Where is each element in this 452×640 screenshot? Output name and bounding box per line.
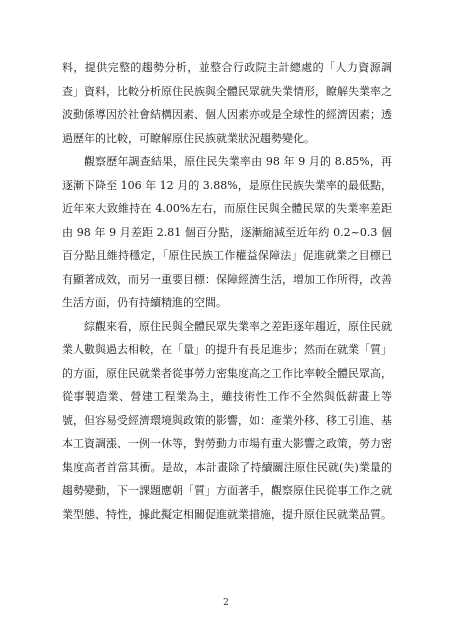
paragraph-3: 綜觀來看，原住民與全體民眾失業率之差距逐年趨近，原住民就業人數與過去相較，在「量」的提升有長足進步；然而在就業「質」的方面，原住民就業者從事勞力密集度高之工作比率較全體民眾高，從事製造業、營建工程業為主，雖技術性工作不全然與低薪畫上等號，但容易受經濟環境與政策的影響，如：產業外移、移工引進、基本工資調漲、一例一休等，對勞動力市場有重大影響之政策，勞力密集度高者首當其衝。是故，本計畫除了持續關注原住民就(失)業量的趨勢變動，下一課題應朝「質」方面著手，觀察原住民從事工作之就業型態、特性，據此擬定相關促進就業措施，提升原住民就業品質。: [62, 319, 392, 521]
body-text: [62, 56, 392, 526]
page-number: 2: [223, 598, 229, 608]
paragraph-2: 觀察歷年調查結果，原住民失業率由 98 年 9 月的 8.85%，再逐漸下降至 106 年 12 月的 3.88%，是原住民族失業率的最低點，近年來大致維持在 4.00%左右，而原住民與全體民眾的失業率差距由 98 年 9 月差距 2.81 個百分點，逐漸縮減至近年約 0.2~0.3 個百分點且維持穩定，「原住民族工作權益保障法」促進就業之目標已有顯著成效，而另一重要目標：保障經濟生活，增加工作所得，改善生活方面，仍有持續精進的空間。: [62, 155, 392, 309]
paragraph-1: 料，提供完整的趨勢分析，並整合行政院主計總處的「人力資源調查」資料，比較分析原住民族與全體民眾就失業情形，瞭解失業率之波動係導因於社會結構因素、個人因素亦或是全球性的經濟因素；透過歷年的比較，可瞭解原住民族就業狀況趨勢變化。: [62, 61, 392, 145]
